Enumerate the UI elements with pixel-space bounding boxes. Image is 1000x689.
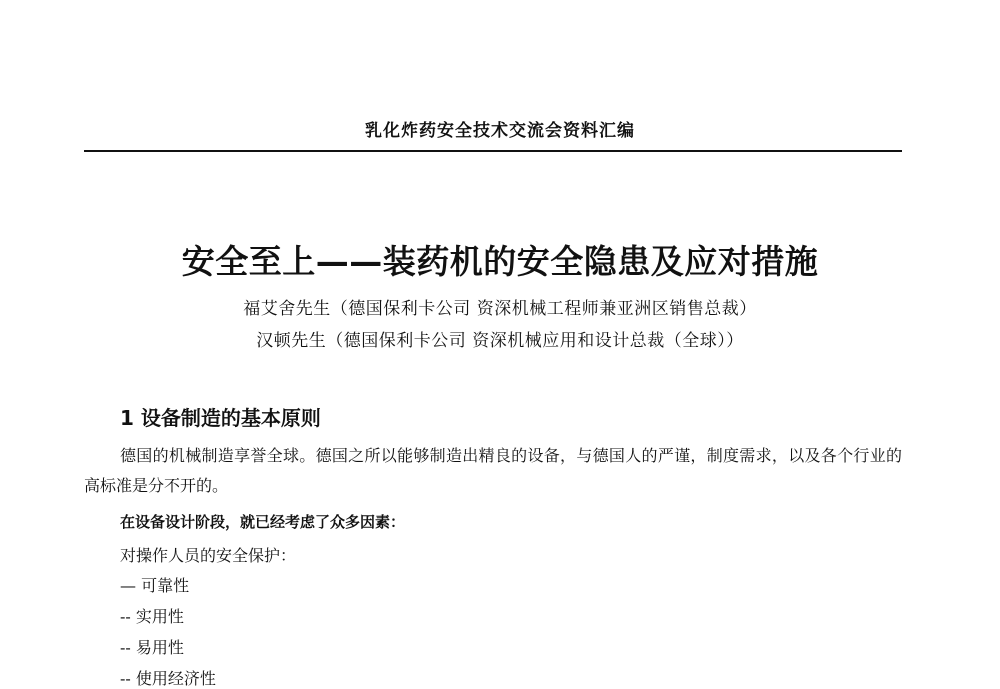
list-item: -- 易用性 — [120, 638, 184, 657]
section-heading: 1 设备制造的基本原则 — [120, 406, 321, 430]
list-item: -- 实用性 — [120, 607, 184, 626]
author-line-1: 福艾舍先生（德国保利卡公司 资深机械工程师兼亚洲区销售总裁） — [243, 299, 757, 319]
author-line-2: 汉顿先生（德国保利卡公司 资深机械应用和设计总裁（全球）） — [256, 331, 744, 351]
document-title: 安全至上——装药机的安全隐患及应对措施 — [181, 242, 819, 281]
running-header: 乳化炸药安全技术交流会资料汇编 — [365, 121, 635, 141]
header-rule — [84, 150, 902, 152]
list-item: — 可靠性 — [120, 576, 190, 595]
list-item: -- 使用经济性 — [120, 669, 216, 688]
body-paragraph: 德国的机械制造享誉全球。德国之所以能够制造出精良的设备，与德国人的严谨，制度需求，以及各个行业的高标准是分不开的。 — [84, 446, 902, 495]
sub-lead-line: 对操作人员的安全保护： — [120, 546, 297, 565]
bold-lead-line: 在设备设计阶段，就已经考虑了众多因素： — [120, 513, 406, 531]
